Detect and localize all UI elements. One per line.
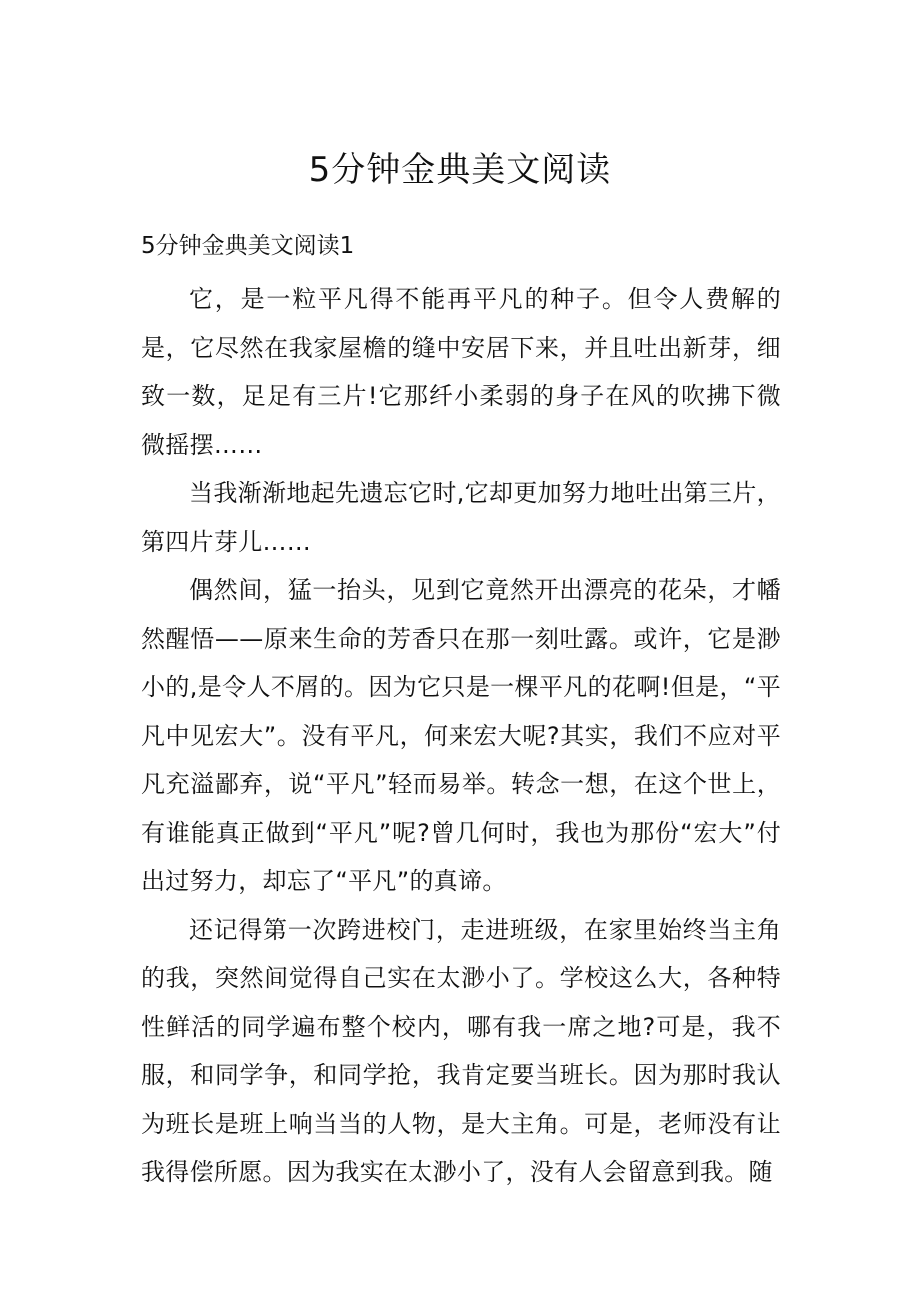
paragraph: 偶然间，猛一抬头，见到它竟然开出漂亮的花朵，才幡然醒悟——原来生命的芳香只在那一刻吐露。或许，它是渺小的,是令人不屑的。因为它只是一棵平凡的花啊!但是，“平凡中见宏大”。没有平凡，何来宏大呢?其实，我们不应对平凡充溢鄙弃，说“平凡”轻而易举。转念一想，在这个世上，有谁能真正做到“平凡”呢?曾几何时，我也为那份“宏大”付出过努力，却忘了“平凡”的真谛。 — [141, 576, 781, 895]
paragraph: 它，是一粒平凡得不能再平凡的种子。但令人费解的是，它尽然在我家屋檐的缝中安居下来，并且吐出新芽，细致一数，足足有三片!它那纤小柔弱的身子在风的吹拂下微微摇摆…… — [141, 285, 781, 459]
document-body — [141, 275, 781, 1197]
document-title: 5分钟金典美文阅读 — [308, 150, 612, 190]
section-heading: 5分钟金典美文阅读1 — [141, 233, 355, 259]
paragraph: 还记得第一次跨进校门，走进班级，在家里始终当主角的我，突然间觉得自己实在太渺小了。学校这么大，各种特性鲜活的同学遍布整个校内，哪有我一席之地?可是，我不服，和同学争，和同学抢，我肯定要当班长。因为那时我认为班长是班上响当当的人物，是大主角。可是，老师没有让我得偿所愿。因为我实在太渺小了，没有人会留意到我。随 — [141, 915, 781, 1186]
paragraph: 当我渐渐地起先遗忘它时,它却更加努力地吐出第三片，第四片芽儿…… — [141, 479, 781, 556]
